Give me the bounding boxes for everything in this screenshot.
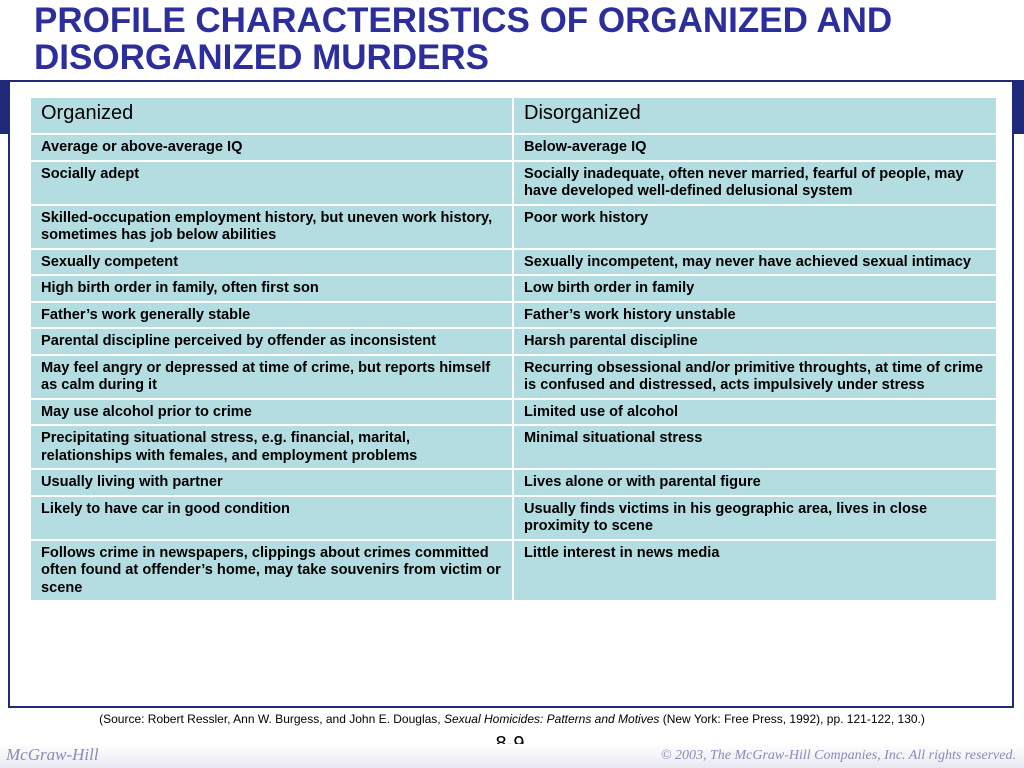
cell-organized: Skilled-occupation employment history, but uneven work history, sometimes has job below abilities [30, 205, 513, 249]
cell-organized: Parental discipline perceived by offender as inconsistent [30, 328, 513, 355]
cell-organized: Father’s work generally stable [30, 302, 513, 329]
source-prefix: (Source: Robert Ressler, Ann W. Burgess, and John E. Douglas, [99, 712, 444, 726]
left-accent-bar [0, 80, 8, 134]
cell-disorganized: Limited use of alcohol [513, 399, 997, 426]
profile-table [29, 96, 998, 602]
table-row [30, 205, 997, 249]
slide-title [34, 2, 1019, 76]
source-citation [0, 712, 1024, 726]
table-row [30, 496, 997, 540]
cell-organized: May feel angry or depressed at time of crime, but reports himself as calm during it [30, 355, 513, 399]
cell-disorganized: Usually finds victims in his geographic area, lives in close proximity to scene [513, 496, 997, 540]
table-row [30, 355, 997, 399]
cell-disorganized: Below-average IQ [513, 134, 997, 161]
table-row [30, 540, 997, 602]
cell-organized: High birth order in family, often first son [30, 275, 513, 302]
copyright-notice: © 2003, The McGraw-Hill Companies, Inc. All rights reserved. [660, 748, 1016, 763]
table-row [30, 302, 997, 329]
cell-disorganized: Minimal situational stress [513, 425, 997, 469]
cell-organized: Follows crime in newspapers, clippings about crimes committed often found at offender’s home, may take souvenirs from victim or scene [30, 540, 513, 602]
table-header-row [30, 97, 997, 134]
cell-organized: May use alcohol prior to crime [30, 399, 513, 426]
source-suffix: (New York: Free Press, 1992), pp. 121-122, 130.) [659, 712, 925, 726]
cell-organized: Precipitating situational stress, e.g. financial, marital, relationships with females, and employment problems [30, 425, 513, 469]
cell-organized: Average or above-average IQ [30, 134, 513, 161]
cell-disorganized: Sexually incompetent, may never have achieved sexual intimacy [513, 249, 997, 276]
right-accent-bar [1014, 80, 1024, 134]
cell-organized: Usually living with partner [30, 469, 513, 496]
header-disorganized: Disorganized [513, 97, 997, 134]
slide-title-line-2: DISORGANIZED MURDERS [34, 38, 490, 77]
table-row [30, 425, 997, 469]
table-row [30, 161, 997, 205]
header-organized: Organized [30, 97, 513, 134]
source-book-title: Sexual Homicides: Patterns and Motives [443, 712, 660, 726]
cell-disorganized: Low birth order in family [513, 275, 997, 302]
cell-disorganized: Socially inadequate, often never married, fearful of people, may have developed well-defined delusional system [513, 161, 997, 205]
table-row [30, 249, 997, 276]
table-row [30, 328, 997, 355]
cell-disorganized: Lives alone or with parental figure [513, 469, 997, 496]
cell-organized: Sexually competent [30, 249, 513, 276]
cell-disorganized: Little interest in news media [513, 540, 997, 602]
cell-disorganized: Recurring obsessional and/or primitive throughts, at time of crime is confused and distressed, acts impulsively under stress [513, 355, 997, 399]
cell-organized: Socially adept [30, 161, 513, 205]
table-row [30, 469, 997, 496]
table-row [30, 399, 997, 426]
cell-disorganized: Father’s work history unstable [513, 302, 997, 329]
table-row [30, 275, 997, 302]
publisher-brand: McGraw-Hill [6, 745, 99, 764]
cell-disorganized: Harsh parental discipline [513, 328, 997, 355]
slide-title-line-1: PROFILE CHARACTERISTICS OF ORGANIZED AND [34, 1, 893, 40]
cell-organized: Likely to have car in good condition [30, 496, 513, 540]
table-row [30, 134, 997, 161]
cell-disorganized: Poor work history [513, 205, 997, 249]
